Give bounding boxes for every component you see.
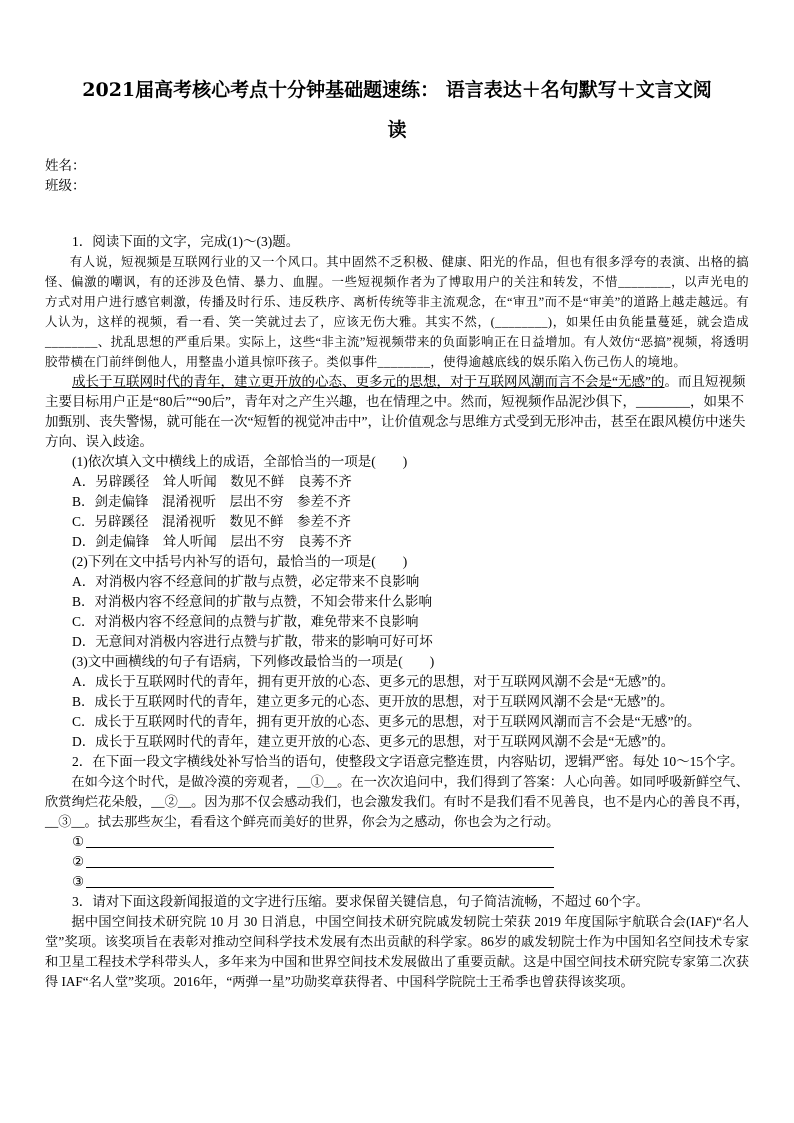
question-1 [45, 232, 749, 752]
q3-passage: 据中国空间技术研究院 10 月 30 日消息，中国空间技术研究院戚发轫院士荣获 2019 年度国际宇航联合会(IAF)“名人堂”奖项。该奖项旨在表彰对推动空间科学技术发展有杰出贡献的科学家。86岁的戚发轫院士作为中国知名空间技术专家和卫星工程技术学科带头人，多年来为中国和世界空间技术发展做出了重要贡献。这是中国空间技术研究院专家第二次获得 IAF“名人堂”奖项。2016年，“两弹一星”功勋奖章获得者、中国科学院院士王希季也曾获得该奖项。 [45, 914, 749, 989]
answer-underline [86, 887, 554, 888]
title-line-2: 读 [387, 119, 407, 141]
class-label: 班级： [45, 178, 86, 193]
blank-marker: ① [72, 834, 85, 849]
q2-stem: 2．在下面一段文字横线处补写恰当的语句，使整段文字语意完整连贯，内容贴切，逻辑严密。每处 10～15个字。 [72, 754, 744, 769]
q1-passage-paragraph-2 [45, 372, 749, 452]
option-item: D．剑走偏锋 耸人听闻 层出不穷 良莠不齐 [72, 534, 352, 549]
underlined-sentence: 成长于互联网时代的青年，建立更开放的心态、更多元的思想，对于互联网风潮而言不会是“无感”的 [72, 374, 665, 389]
blank-marker: ② [72, 854, 85, 869]
option-item: D．无意间对消极内容进行点赞与扩散，带来的影响可好可坏 [72, 634, 433, 649]
option-item: C．对消极内容不经意间的点赞与扩散，难免带来不良影响 [72, 614, 419, 629]
q2-passage: 在如今这个时代，是做冷漠的旁观者，__①__。在一次次追问中，我们得到了答案：人心向善。如同呼吸新鲜空气、欣赏绚烂花朵般，__②__。因为那不仅会感动我们，也会激发我们。有时不是我们看不见善良，也不是内心的善良不再，__③__。拭去那些灰尘，看看这个鲜亮而美好的世界，你会为之感动，你也会为之行动。 [45, 774, 749, 829]
q1-passage-paragraph-1: 有人说，短视频是互联网行业的又一个风口。其中固然不乏积极、健康、阳光的作品，但也有很多浮夸的表演、出格的搞怪、偏激的嘲讽，有的还涉及色情、暴力、血腥。一些短视频作者为了博取用户的关注和转发，不惜________，以声光电的方式对用户进行感官刺激，传播及时行乐、违反秩序、离析传统等非主流观念，在“审丑”而不是“审美”的道路上越走越远。有人认为，这样的视频，看一看、笑一笑就过去了，应该无伤大雅。其实不然，(________)，如果任由负能量蔓延，就会造成________、扰乱思想的严重后果。实际上，这些“非主流”短视频带来的负面影响正在日益增加。有人效仿“恶搞”视频，将透明胶带横在门前绊倒他人，用整蛊小道具惊吓孩子。类似事件________，使得逾越底线的娱乐陷入伤己伤人的境地。 [45, 255, 749, 369]
option-item: C．成长于互联网时代的青年，拥有更开放的心态、更多元的思想，对于互联网风潮而言不会是“无感”的。 [72, 714, 701, 729]
answer-line-3[interactable] [72, 872, 749, 892]
answer-line-1[interactable] [72, 832, 749, 852]
q1-sub1-stem: (1)依次填入文中横线上的成语，全部恰当的一项是( ) [72, 454, 408, 469]
option-item: D．成长于互联网时代的青年，建立更开放的心态、更多元的思想，对于互联网风潮不会是“无感”的。 [72, 734, 675, 749]
option-item: A．对消极内容不经意间的扩散与点赞，必定带来不良影响 [72, 574, 420, 589]
option-item: B．对消极内容不经意间的扩散与点赞，不知会带来什么影响 [72, 594, 433, 609]
answer-underline [86, 847, 554, 848]
name-label: 姓名： [45, 158, 86, 173]
paragraph-2-rest: 。而且短视频主要目标用户正是“80后”“90后”，青年对之产生兴趣，也在情理之中。然而，短视频作品泥沙俱下，________，如果不加甄别、丧失警惕，就可能在一次“短暂的视觉冲击中”，让价值观念与思维方式受到无形冲击，甚至在跟风模仿中迷失方向、误入歧途。 [45, 374, 746, 449]
question-3 [45, 892, 749, 992]
q3-stem: 3．请对下面这段新闻报道的文字进行压缩。要求保留关键信息，句子简洁流畅，不超过 60个字。 [72, 894, 650, 909]
student-info [45, 156, 749, 196]
title-line-1: 2021届高考核心考点十分钟基础题速练： 语言表达＋名句默写＋文言文阅 [82, 79, 712, 101]
option-item: A．另辟蹊径 耸人听闻 数见不鲜 良莠不齐 [72, 474, 352, 489]
question-2 [45, 752, 749, 892]
option-item: A．成长于互联网时代的青年，拥有更开放的心态、更多元的思想，对于互联网风潮不会是“无感”的。 [72, 674, 675, 689]
document-title [53, 70, 741, 150]
q1-stem: 1．阅读下面的文字，完成(1)～(3)题。 [72, 234, 300, 249]
option-item: C．另辟蹊径 混淆视听 数见不鲜 参差不齐 [72, 514, 352, 529]
option-item: B．剑走偏锋 混淆视听 层出不穷 参差不齐 [72, 494, 352, 509]
q1-sub2-stem: (2)下列在文中括号内补写的语句，最恰当的一项是( ) [72, 554, 408, 569]
q1-sub3-stem: (3)文中画横线的句子有语病，下列修改最恰当的一项是( ) [72, 654, 435, 669]
blank-marker: ③ [72, 874, 85, 889]
answer-line-2[interactable] [72, 852, 749, 872]
answer-underline [86, 867, 554, 868]
option-item: B．成长于互联网时代的青年，建立更多元的心态、更开放的思想，对于互联网风潮不会是“无感”的。 [72, 694, 674, 709]
